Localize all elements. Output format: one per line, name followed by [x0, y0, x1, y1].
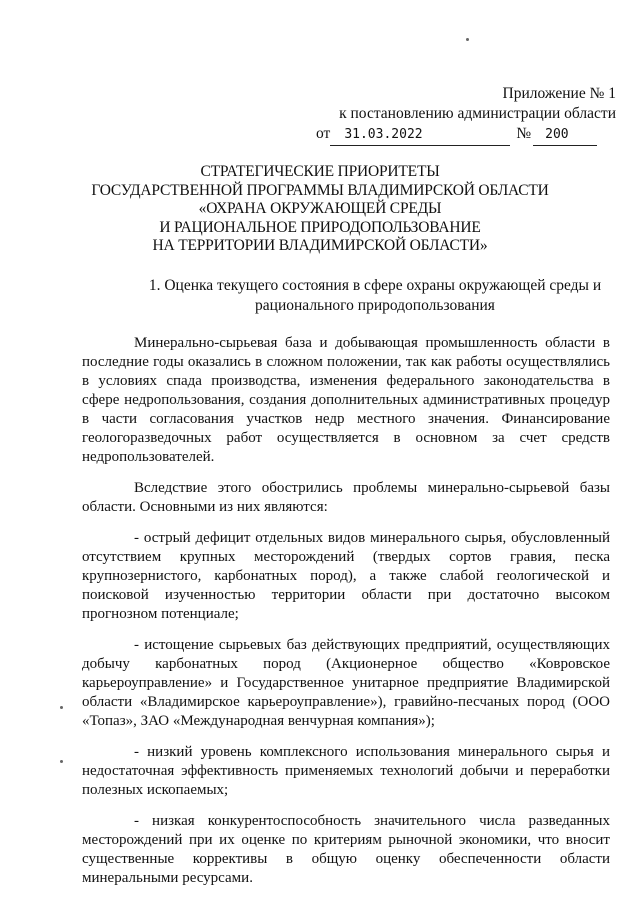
appendix-date-row — [316, 124, 616, 144]
scan-speck — [60, 760, 63, 763]
appendix-resolution-line: к постановлению администрации области — [339, 105, 616, 122]
list-item: - низкая конкурентоспособность значительного числа разведанных месторождений при их оценке по критериям рыночной экономики, что вносит существенные коррективы в общую оценку обеспеченности области минеральными ресурсами. — [82, 813, 610, 886]
list-item: - острый дефицит отдельных видов минерального сырья, обусловленный отсутствием крупных месторождений (твердых сортов гравия, песка крупнозернистого, карбонатных пород), а также слабой геологической и поисковой изученностью территории области при достаточно высоком прогнозном потенциале; — [82, 530, 610, 622]
document-title — [90, 163, 550, 256]
paragraph: Вследствие этого обострились проблемы минерально-сырьевой базы области. Основными из них являются: — [82, 480, 610, 515]
document-body — [82, 334, 610, 900]
date-value: 31.03.2022 — [330, 125, 510, 146]
section-heading: 1. Оценка текущего состояния в сфере охраны окружающей среды и рационального природопользования — [148, 277, 602, 314]
appendix-title: Приложение № 1 — [502, 85, 616, 102]
title-line: СТРАТЕГИЧЕСКИЕ ПРИОРИТЕТЫ — [200, 163, 440, 180]
title-line: И РАЦИОНАЛЬНОЕ ПРИРОДОПОЛЬЗОВАНИЕ — [159, 218, 481, 236]
paragraph: Минерально-сырьевая база и добывающая промышленность области в последние годы оказались в сложном положении, так как работы осуществлялись в условиях спада производства, изменения федерального законодательства в сфере недропользования, создания дополнительных административных процедур в части согласования участков недр местного значения. Финансирование геологоразведочных работ осуществляется в основном за счет средств недропользователей. — [82, 335, 610, 465]
list-item: - низкий уровень комплексного использования минерального сырья и недостаточная эффективность применяемых технологий добычи и переработки полезных ископаемых; — [82, 744, 610, 798]
scan-speck — [466, 38, 469, 41]
scan-speck — [60, 706, 63, 709]
number-value: 200 — [533, 125, 597, 146]
appendix-block — [316, 84, 616, 144]
title-line: ГОСУДАРСТВЕННОЙ ПРОГРАММЫ ВЛАДИМИРСКОЙ ОБЛАСТИ — [91, 181, 549, 199]
date-prefix: от — [316, 125, 331, 142]
title-line: НА ТЕРРИТОРИИ ВЛАДИМИРСКОЙ ОБЛАСТИ» — [152, 237, 488, 254]
number-prefix: № — [516, 125, 532, 142]
list-item: - истощение сырьевых баз действующих предприятий, осуществляющих добычу карбонатных пород (Акционерное общество «Ковровское карьероуправление» и Государственное унитарное предприятие Владимирской области «Владимирское карьероуправление»), гравийно-песчаных пород (ООО «Топаз», ЗАО «Международная венчурная компания»); — [82, 637, 610, 729]
title-line: «ОХРАНА ОКРУЖАЮЩЕЙ СРЕДЫ — [198, 200, 442, 217]
